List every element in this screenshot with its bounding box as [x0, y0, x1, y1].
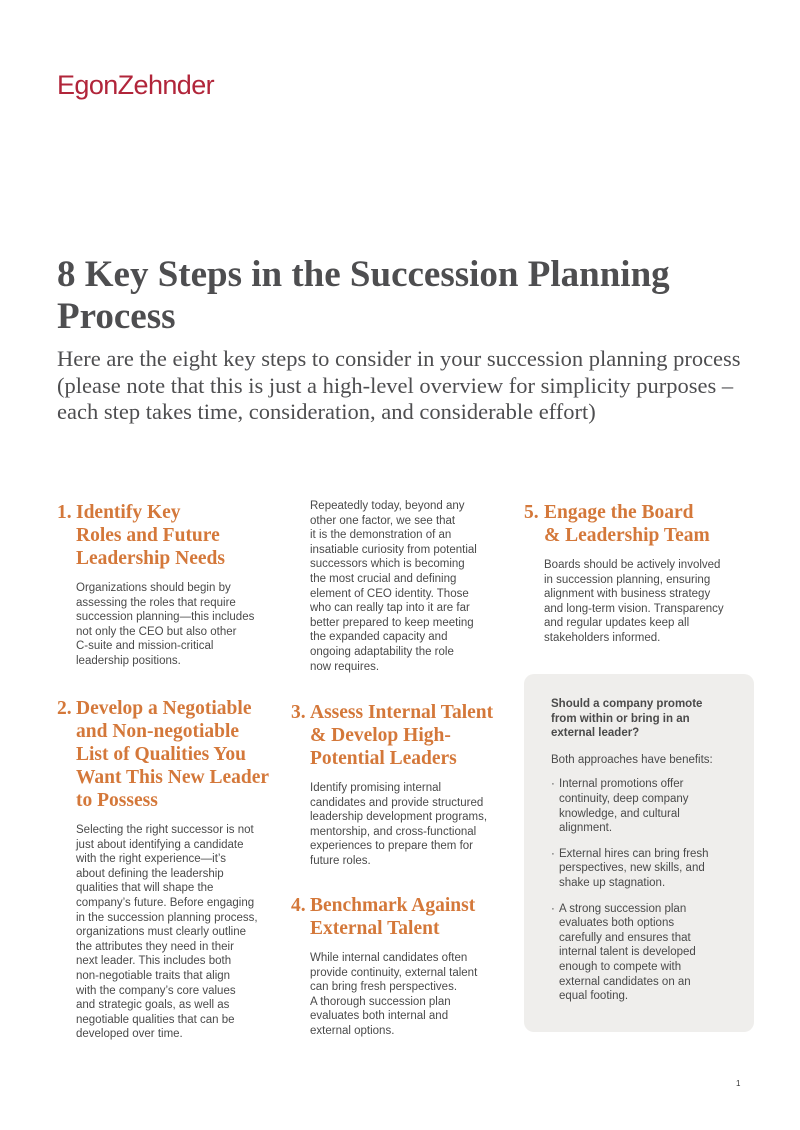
body-line: candidates and provide structured — [310, 796, 484, 809]
body-line: Identify promising internal — [310, 782, 442, 794]
body-line: next leader. This includes both — [76, 955, 232, 968]
step-title-line: Potential Leaders — [310, 748, 457, 769]
step-title-line: Assess Internal Talent — [310, 702, 494, 723]
body-line: Selecting the right successor is not — [76, 824, 254, 836]
body-line: Repeatedly today, beyond any — [310, 500, 465, 512]
step-number: 5. — [524, 502, 539, 523]
body-line: leadership development programs, — [310, 811, 488, 824]
sidebar-intro: Both approaches have benefits: — [551, 753, 713, 766]
sidebar-callout — [524, 674, 754, 1032]
step-1 — [57, 501, 277, 669]
body-line: mentorship, and cross-functional — [310, 825, 477, 838]
body-line: evaluates both internal and — [310, 1010, 449, 1023]
step-2-heading — [57, 697, 282, 812]
step-number: 3. — [291, 702, 306, 723]
step-number: 1. — [57, 502, 72, 523]
step-title-line: Leadership Needs — [76, 548, 225, 569]
body-line: company’s future. Before engaging — [76, 896, 255, 909]
step-body — [310, 781, 516, 869]
step-title-line: Identify Key — [76, 502, 181, 523]
list-item — [551, 902, 736, 1004]
body-line: A thorough succession plan — [310, 995, 451, 1008]
sidebar-question — [551, 697, 736, 741]
body-line: other one factor, we see that — [310, 514, 456, 527]
body-line: external options. — [310, 1024, 395, 1037]
step-title — [76, 697, 269, 812]
item-line: perspectives, new skills, and — [559, 862, 705, 875]
item-line: equal footing. — [559, 990, 629, 1003]
step-title — [310, 701, 493, 770]
step-title-line: and Non-negotiable — [76, 721, 240, 742]
body-line: in succession planning, ensuring — [544, 573, 711, 586]
body-line: negotiable qualities that can be — [76, 1013, 235, 1026]
body-line: organizations must clearly outline — [76, 926, 247, 939]
item-line: knowledge, and cultural — [559, 807, 680, 820]
question-line: from within or bring in an — [551, 712, 690, 725]
page-title: 8 Key Steps in the Succession Planning Process — [57, 254, 670, 337]
step-4 — [291, 894, 516, 1039]
body-line: about defining the leadership — [76, 867, 224, 880]
step-5 — [524, 501, 764, 646]
step-title-line: Benchmark Against — [310, 895, 476, 916]
body-line: qualities that will shape the — [76, 882, 214, 895]
body-line: in the succession planning process, — [76, 911, 258, 924]
body-line: the most crucial and defining — [310, 572, 457, 585]
step-title — [544, 501, 710, 547]
body-line: not only the CEO but also other — [76, 625, 237, 638]
body-line: with the company’s core values — [76, 984, 236, 997]
step-number: 4. — [291, 895, 306, 916]
body-line: experiences to prepare them for — [310, 840, 474, 853]
item-line: evaluates both options — [559, 917, 675, 930]
page-number: 1 — [736, 1079, 741, 1088]
item-line: enough to compete with — [559, 960, 682, 973]
step-title-line: to Possess — [76, 790, 158, 811]
body-line: provide continuity, external talent — [310, 966, 478, 979]
body-line: leadership positions. — [76, 654, 181, 667]
step-title-line: & Develop High- — [310, 725, 451, 746]
list-item — [551, 847, 736, 891]
step-body — [544, 558, 764, 646]
step-title — [76, 501, 225, 570]
body-line: Organizations should begin by — [76, 582, 231, 594]
item-line: A strong succession plan — [559, 902, 687, 915]
body-line: alignment with business strategy — [544, 588, 711, 601]
step-body — [76, 581, 277, 669]
step-title — [310, 894, 475, 940]
step-number: 2. — [57, 698, 72, 719]
item-line: External hires can bring fresh — [559, 847, 709, 860]
egon-zehnder-logo: EgonZehnder — [57, 70, 215, 100]
body-line: ongoing adaptability the role — [310, 645, 454, 658]
item-line: alignment. — [559, 822, 613, 835]
bullet-icon: · — [551, 902, 555, 915]
body-line: element of CEO identity. Those — [310, 587, 469, 600]
item-line: external candidates on an — [559, 975, 691, 988]
body-line: and regular updates keep all — [544, 617, 690, 630]
bullet-icon: · — [551, 847, 555, 860]
body-line: better prepared to keep meeting — [310, 616, 474, 629]
body-line: successors which is becoming — [310, 558, 465, 571]
step-4-heading — [291, 894, 516, 940]
item-line: carefully and ensures that — [559, 931, 691, 944]
body-line: future roles. — [310, 854, 371, 867]
body-line: While internal candidates often — [310, 952, 468, 964]
step-body — [310, 951, 516, 1039]
step-title-line: Roles and Future — [76, 525, 220, 546]
step-2 — [57, 697, 282, 1042]
body-line: just about identifying a candidate — [76, 838, 244, 851]
step-title-line: List of Qualities You — [76, 744, 246, 765]
step-3-heading — [291, 701, 516, 770]
item-line: Internal promotions offer — [559, 778, 684, 791]
body-line: with the right experience—it’s — [76, 853, 226, 866]
body-line: stakeholders informed. — [544, 631, 661, 644]
item-line: internal talent is developed — [559, 946, 696, 959]
step-title-line: & Leadership Team — [544, 525, 710, 546]
body-line: assessing the roles that require — [76, 596, 236, 609]
body-line: C-suite and mission-critical — [76, 640, 214, 653]
body-line: who can really tap into it are far — [310, 602, 470, 615]
body-line: and strategic goals, as well as — [76, 999, 230, 1012]
step-5-heading — [524, 501, 764, 547]
question-line: external leader? — [551, 727, 640, 740]
item-line: continuity, deep company — [559, 792, 689, 805]
body-line: succession planning—this includes — [76, 611, 255, 624]
step-title-line: Engage the Board — [544, 502, 694, 523]
body-line: can bring fresh perspectives. — [310, 981, 458, 994]
body-line: insatiable curiosity from potential — [310, 543, 477, 556]
step-title-line: Want This New Leader — [76, 767, 270, 788]
body-line: Boards should be actively involved — [544, 559, 721, 571]
question-line: Should a company promote — [551, 698, 703, 710]
body-line: it is the demonstration of an — [310, 529, 452, 542]
body-line: developed over time. — [76, 1028, 183, 1041]
body-line: the attributes they need in their — [76, 940, 234, 953]
body-line: now requires. — [310, 660, 380, 673]
step-1-heading — [57, 501, 277, 570]
bullet-icon: · — [551, 778, 555, 791]
step-3 — [291, 701, 516, 869]
page-subtitle: Here are the eight key steps to consider in your succession planning process (please note that this is just a high-level overview for simplicity purposes – each step takes time, consideration, and considerable effort) — [57, 346, 741, 424]
step-body — [76, 823, 282, 1042]
step-title-line: External Talent — [310, 918, 440, 939]
sidebar-list — [551, 777, 736, 1003]
body-line: non-negotiable traits that align — [76, 969, 231, 982]
list-item — [551, 777, 736, 835]
body-line: and long-term vision. Transparency — [544, 602, 724, 615]
continuation-text — [310, 499, 510, 674]
body-line: the expanded capacity and — [310, 631, 448, 644]
step-title-line: Develop a Negotiable — [76, 698, 252, 719]
item-line: shake up stagnation. — [559, 876, 666, 889]
